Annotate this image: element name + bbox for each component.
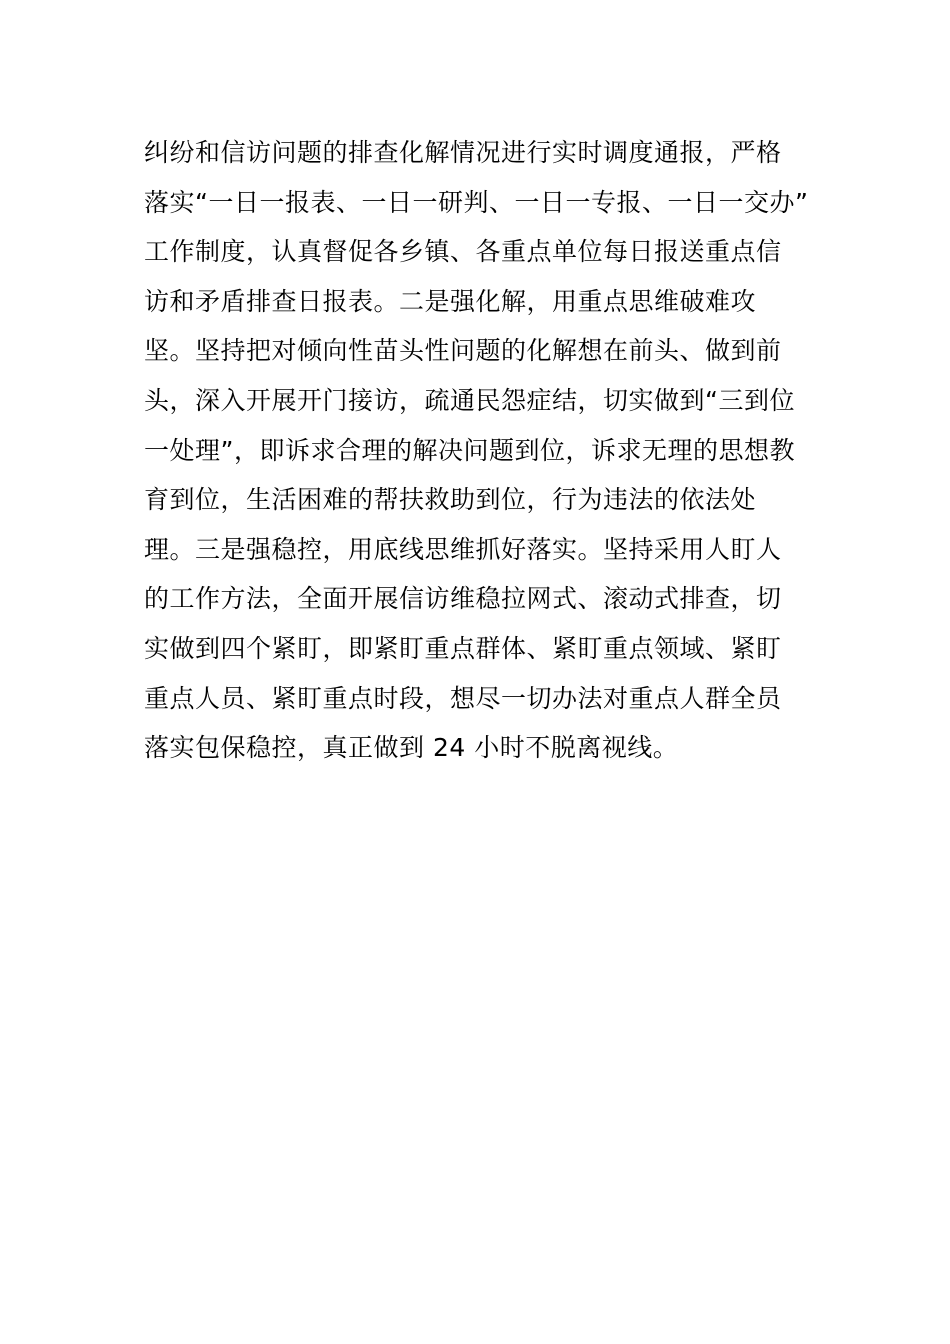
- text-line: 落实“一日一报表、一日一研判、一日一专报、一日一交办”: [144, 187, 809, 217]
- text-line: 一处理”，即诉求合理的解决问题到位，诉求无理的思想教: [144, 435, 795, 465]
- body-paragraph: [144, 128, 814, 773]
- text-line: 头，深入开展开门接访，疏通民怨症结，切实做到“三到位: [144, 385, 795, 415]
- text-line: 纠纷和信访问题的排查化解情况进行实时调度通报，严格: [144, 138, 782, 167]
- text-line: 重点人员、紧盯重点时段，想尽一切办法对重点人群全员: [144, 683, 782, 713]
- text-line: 的工作方法，全面开展信访维稳拉网式、滚动式排查，切: [144, 584, 782, 614]
- text-line: 坚。坚持把对倾向性苗头性问题的化解想在前头、做到前: [144, 336, 782, 366]
- text-line: 育到位，生活困难的帮扶救助到位，行为违法的依法处: [144, 485, 757, 515]
- text-line: 工作制度，认真督促各乡镇、各重点单位每日报送重点信: [144, 237, 782, 267]
- text-line: 落实包保稳控，真正做到 24 小时不脱离视线。: [144, 733, 679, 763]
- text-line: 理。三是强稳控，用底线思维抓好落实。坚持采用人盯人: [144, 534, 782, 564]
- text-line: 访和矛盾排查日报表。二是强化解，用重点思维破难攻: [144, 286, 757, 316]
- text-line: 实做到四个紧盯，即紧盯重点群体、紧盯重点领域、紧盯: [144, 633, 782, 663]
